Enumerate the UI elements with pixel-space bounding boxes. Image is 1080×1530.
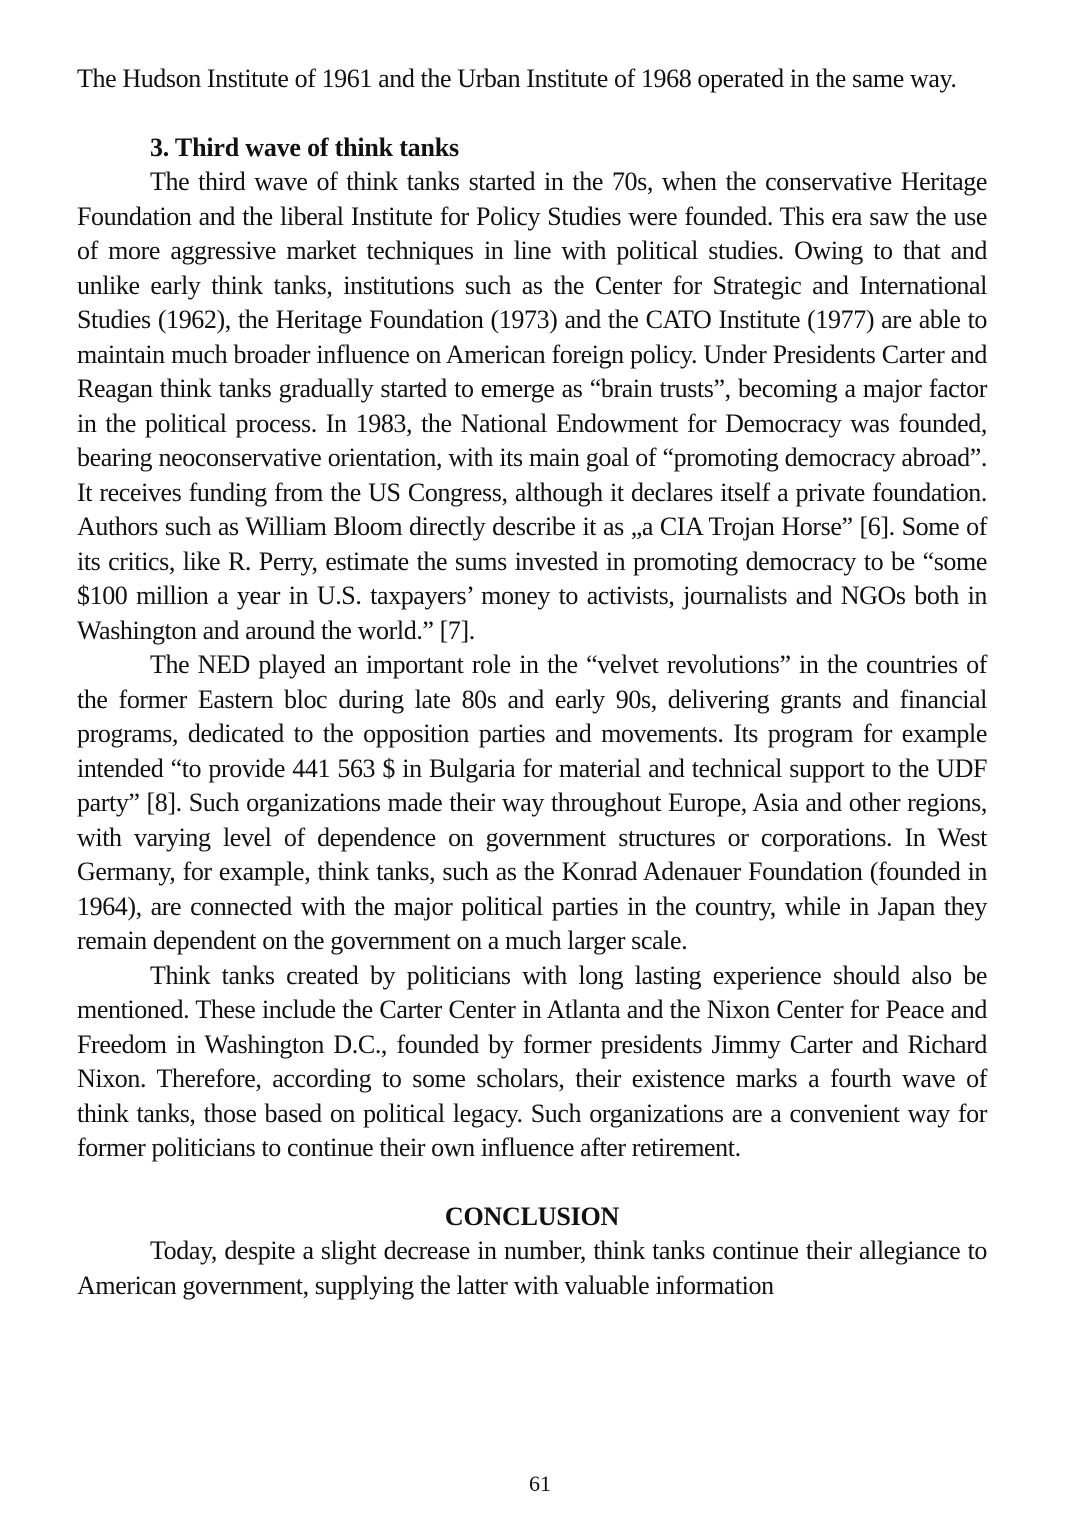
paragraph-third-wave: The third wave of think tanks started in the 70s, when the conservative Heritage Foundation and the liberal Institute for Policy Studies were founded. This era saw the use of more aggressive market techniques in line with political studies. Owing to that and unlike early think tanks, institutions such as the Center for Strategic and International Studies (1962), the Heritage Foundation (1973) and the CATO Institute (1977) are able to maintain much broader influence on American foreign policy. Under Presidents Carter and Reagan think tanks gradually started to emerge as “brain trusts”, becoming a major factor in the political process. In 1983, the National Endowment for Democracy was founded, bearing neoconservative orientation, with its main goal of “promoting democracy abroad”. It receives funding from the US Congress, although it declares itself a private foundation. Authors such as William Bloom directly describe it as „a CIA Trojan Horse” [6]. Some of its critics, like R. Perry, estimate the sums invested in promoting democracy to be “some $100 million a year in U.S. taxpayers’ money to activists, journalists and NGOs both in Washington and around the world.” [7]. bbox=[77, 167, 987, 645]
page-number: 61 bbox=[529, 1471, 551, 1496]
paragraph-conclusion: Today, despite a slight decrease in number, think tanks continue their allegiance to American government, supplying the latter with valuable information bbox=[77, 1236, 987, 1300]
paragraph-politician-think-tanks: Think tanks created by politicians with long lasting experience should also be mentioned. These include the Carter Center in Atlanta and the Nixon Center for Peace and Freedom in Washington D.C., founded by former presidents Jimmy Carter and Richard Nixon. Therefore, according to some scholars, their existence marks a fourth wave of think tanks, those based on political legacy. Such organizations are a convenient way for former politicians to continue their own influence after retirement. bbox=[77, 960, 987, 1162]
section-heading-conclusion: CONCLUSION bbox=[444, 1201, 620, 1231]
section-heading-third-wave: 3. Third wave of think tanks bbox=[150, 132, 459, 162]
paragraph-ned-role: The NED played an important role in the “velvet revolutions” in the countries of the former Eastern bloc during late 80s and early 90s, delivering grants and financial programs, dedicated to the opposition parties and movements. Its program for example intended “to provide 441 563 $ in Bulgaria for material and technical support to the UDF party” [8]. Such organizations made their way throughout Europe, Asia and other regions, with varying level of dependence on government structures or corporations. In West Germany, for example, think tanks, such as the Konrad Adenauer Foundation (founded in 1964), are connected with the major political parties in the country, while in Japan they remain dependent on the government on a much larger scale. bbox=[77, 650, 987, 955]
paragraph-intro-continuation: The Hudson Institute of 1961 and the Urban Institute of 1968 operated in the same way. bbox=[77, 64, 957, 93]
document-page bbox=[77, 62, 987, 1303]
